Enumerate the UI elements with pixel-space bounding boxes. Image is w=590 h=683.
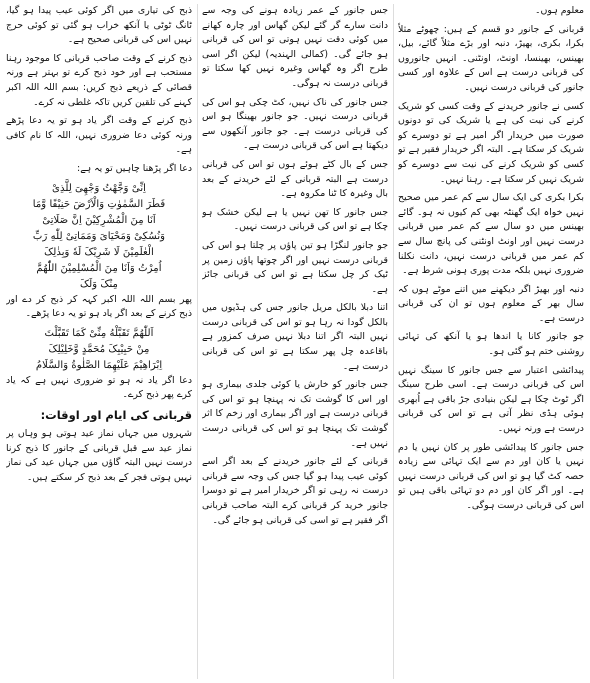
paragraph: دعا اگر پڑھنا چاہیں تو یہ ہے: (77, 162, 192, 174)
arabic-dua-line: اَللّٰهُمَّ تَقَبَّلْهُ مِنِّیْ کَمَا تَقَبَّلْتَ (44, 327, 154, 339)
paragraph: دعا اگر یاد نہ ہو تو ضروری نہیں ہے کہ یاد کرے پھر ذبح کرے۔ (6, 374, 192, 401)
paragraph: ذبح کرنے کے وقت اگر یاد ہو تو یہ دعا پڑھے ورنہ کوئی دعا ضروری نہیں، اللہ کا نام کافی ہے۔ (6, 115, 192, 156)
arabic-dua-line: مِنْکَ وَلَکَ (79, 278, 119, 290)
paragraph: شہروں میں جہاں نماز عید ہوتی ہو وہاں پر نماز عید سے قبل قربانی کے جانور کا ذبح کرنا درست نہیں البتہ گاؤں میں جہاں عید کی نماز نہیں ہوتی فجر کے بعد ذبح کر سکتے ہیں۔ (6, 427, 192, 483)
paragraph: قربانی کے لئے جانور خریدنے کے بعد اگر اسے کوئی عیب پیدا ہو گیا جس کی وجہ سے قربانی درست نہ رہی تو اگر خریدار امیر ہے تو دوسرا جانور خرید کر قربانی کرے البتہ صاحب قربانی اگر فقیر ہے تو اسی کی قربانی ہو جائے گی۔ (202, 456, 388, 526)
arabic-dua-line: فَطَرَ السَّمٰوٰتِ وَالْاَرْضَ حَنِیْفًا وَّمَا (32, 198, 166, 210)
paragraph: جو جانور کانا یا اندھا ہو یا آنکھ کی تہائی روشنی ختم ہو گئی ہو۔ (398, 331, 584, 358)
paragraph: قربانی کے جانور دو قسم کے ہیں: چھوٹے مثلاً بکرا، بکری، بھیڑ، دنبہ اور بڑے مثلاً گائے، بیل، بھینس، بھینسا، اونٹ، اونٹنی۔ انہیں جانوروں کی قربانی درست ہے اس کے علاوہ اور کسی جانور کی قربانی درست نہیں۔ (398, 23, 584, 93)
column-divider (393, 4, 394, 679)
arabic-dua-line: اَنَا مِنَ الْمُشْرِکِیْنَ اِنَّ صَلَاتِیْ (42, 214, 156, 226)
paragraph: جس کے بال کٹے ہوئے ہوں تو اس کی قربانی درست ہے البتہ قربانی کے لئے خریدنے کے بعد بال وغیرہ کا ٹنا مکروہ ہے۔ (202, 158, 388, 200)
paragraph: اتنا دبلا بالکل مریل جانور جس کی ہڈیوں میں بالکل گودا نہ رہا ہو تو اس کی قربانی درست نہیں البتہ اگر اتنا دبلا نہیں صرف کمزور ہے باقاعدہ چل پھر سکتا ہے تو اس کی قربانی درست ہے۔ (202, 302, 388, 372)
column-middle (202, 4, 388, 679)
paragraph: جس جانور کا پیدائشی طور پر کان نہیں یا دم نہیں یا کان اور دم سے ایک تہائی سے زیادہ حصہ کٹ گیا ہو تو اس کی قربانی درست نہیں ہے۔ اور اگر کان اور دم دو تہائی باقی ہیں تو اس کی قربانی درست ہوگی۔ (398, 441, 584, 511)
paragraph: معلوم ہوں۔ (535, 5, 584, 16)
paragraph: جس جانور کا تھن نہیں یا ہے لیکن خشک ہو چکا ہے تو اس کی قربانی درست نہیں۔ (202, 206, 388, 233)
paragraph: پھر بسم اللہ اللہ اکبر کہہ کر ذبح کر دے اور ذبح کرنے کے بعد اگر یاد ہو تو یہ دعا پڑھے۔ (6, 293, 192, 320)
column-right (398, 4, 584, 679)
paragraph: دنبہ اور بھیڑ اگر دیکھنے میں اتنے موٹے ہوں کہ سال بھر کے معلوم ہوں تو ان کی قربانی درست ہے۔ (398, 283, 584, 324)
column-divider (197, 4, 198, 679)
paragraph: پیدائشی اعتبار سے جس جانور کا سینگ نہیں اس کی قربانی درست ہے۔ اسی طرح سینگ اگر ٹوٹ چکا ہے لیکن بنیادی جڑ باقی ہے اُبھری ہوئی ہڈی نظر آتی ہے تو اس کی قربانی درست ہے ورنہ نہیں۔ (398, 364, 584, 435)
arabic-dua-line: اُمِرْتُ وَاَنَا مِنَ الْمُسْلِمِیْنَ اللّٰهُمَّ (36, 262, 162, 274)
paragraph: بکرا بکری کی ایک سال سے کم عمر میں صحیح نہیں خواہ ایک گھنٹہ بھی کم کیوں نہ ہو۔ گائے بھینس میں دو سال سے کم عمر میں قربانی درست نہیں اور اونٹ اونٹنی کی پانچ سال سے کم عمر میں قربانی درست نہیں، دانت نکلنا ضروری نہیں بلکہ مدت پوری ہونی شرط ہے۔ (398, 192, 584, 277)
arabic-dua-line: وَنُسُکِیْ وَمَحْیَایَ وَمَمَاتِیْ لِلّٰهِ رَبِّ (32, 230, 166, 242)
arabic-dua-line: اِبْرَاهِیْمَ عَلَیْهِمَا الصَّلٰوةُ وَالسَّلَامُ (35, 359, 163, 371)
section-heading: قربانی کی ایام اور اوقات: (40, 407, 192, 422)
paragraph: کسی نے جانور خریدنے کے وقت کسی کو شریک کرنے کی نیت کی ہے یا شریک کی تو دونوں صورت میں خریدار اگر امیر ہے تو دوسرے کو شریک کر سکتا ہے۔ البتہ اگر خریدار فقیر ہے تو کسی کو شریک کرنے کی نیت سے دوسرے کو شریک نہیں کر سکتا ہے۔ رہنا نہیں۔ (398, 100, 584, 185)
arabic-dua-line: مِنْ حَبِیْبِکَ مُحَمَّدٍ وَّخَلِیْلِکَ (48, 343, 150, 355)
arabic-dua-line: اِنِّیْ وَجَّهْتُ وَجْهِیَ لِلَّذِیْ (52, 182, 146, 194)
paragraph: ذبح کی تیاری میں اگر کوئی عیب پیدا ہو گیا، ٹانگ ٹوٹی یا آنکھ خراب ہو گئی تو کوئی حرج نہیں اس کی قربانی صحیح ہے۔ (6, 5, 192, 46)
paragraph: جس جانور کے عمر زیادہ ہونے کی وجہ سے دانت سارے گر گئے لیکن گھاس اور چارہ کھانے میں کوئی دقت نہیں ہوتی تو اس کی قربانی ہو جائے گی۔ (کمالی الہندیہ) لیکن اگر اسی طرح اگر وہ گھاس وغیرہ نہیں کھا سکتا تو قربانی درست نہ ہوگی۔ (202, 5, 388, 89)
paragraph: جس جانور کو خارش یا کوئی جلدی بیماری ہو اور اس کا گوشت تک نہ پہنچا ہو تو اس کی قربانی درست ہے اور اگر بیماری اور زخم کا اثر گوشت تک پہنچا ہو تو اس کی قربانی درست نہیں ہے۔ (202, 379, 388, 449)
paragraph: جو جانور لنگڑا ہو تین پاؤں پر چلتا ہو اس کی قربانی درست نہیں اور اگر چوتھا پاؤں زمین پر ٹیک کر چل سکتا ہے تو اس کی قربانی جائز ہے۔ (202, 239, 388, 295)
column-left (6, 4, 192, 679)
paragraph: جس جانور کی ناک نہیں، کٹ چکی ہو اس کی قربانی درست نہیں۔ جو جانور بھینگا ہو اس کی قربانی درست ہے۔ جو جانور آنکھوں سے دیکھتا ہے اس کی قربانی درست ہے۔ (202, 96, 388, 152)
paragraph: ذبح کرنے کے وقت صاحب قربانی کا موجود رہنا مستحب ہے اور خود ذبح کرے تو بہتر ہے ورنہ قصائی کے ذریعے ذبح کریں: بسم اللہ اللہ اکبر کہنے کی تلقین کریں تاکہ غلطی نہ کرے۔ (6, 52, 192, 108)
arabic-dua-line: الْعٰلَمِیْنَ لَا شَرِیْکَ لَهٗ وَبِذٰلِکَ (44, 246, 154, 258)
